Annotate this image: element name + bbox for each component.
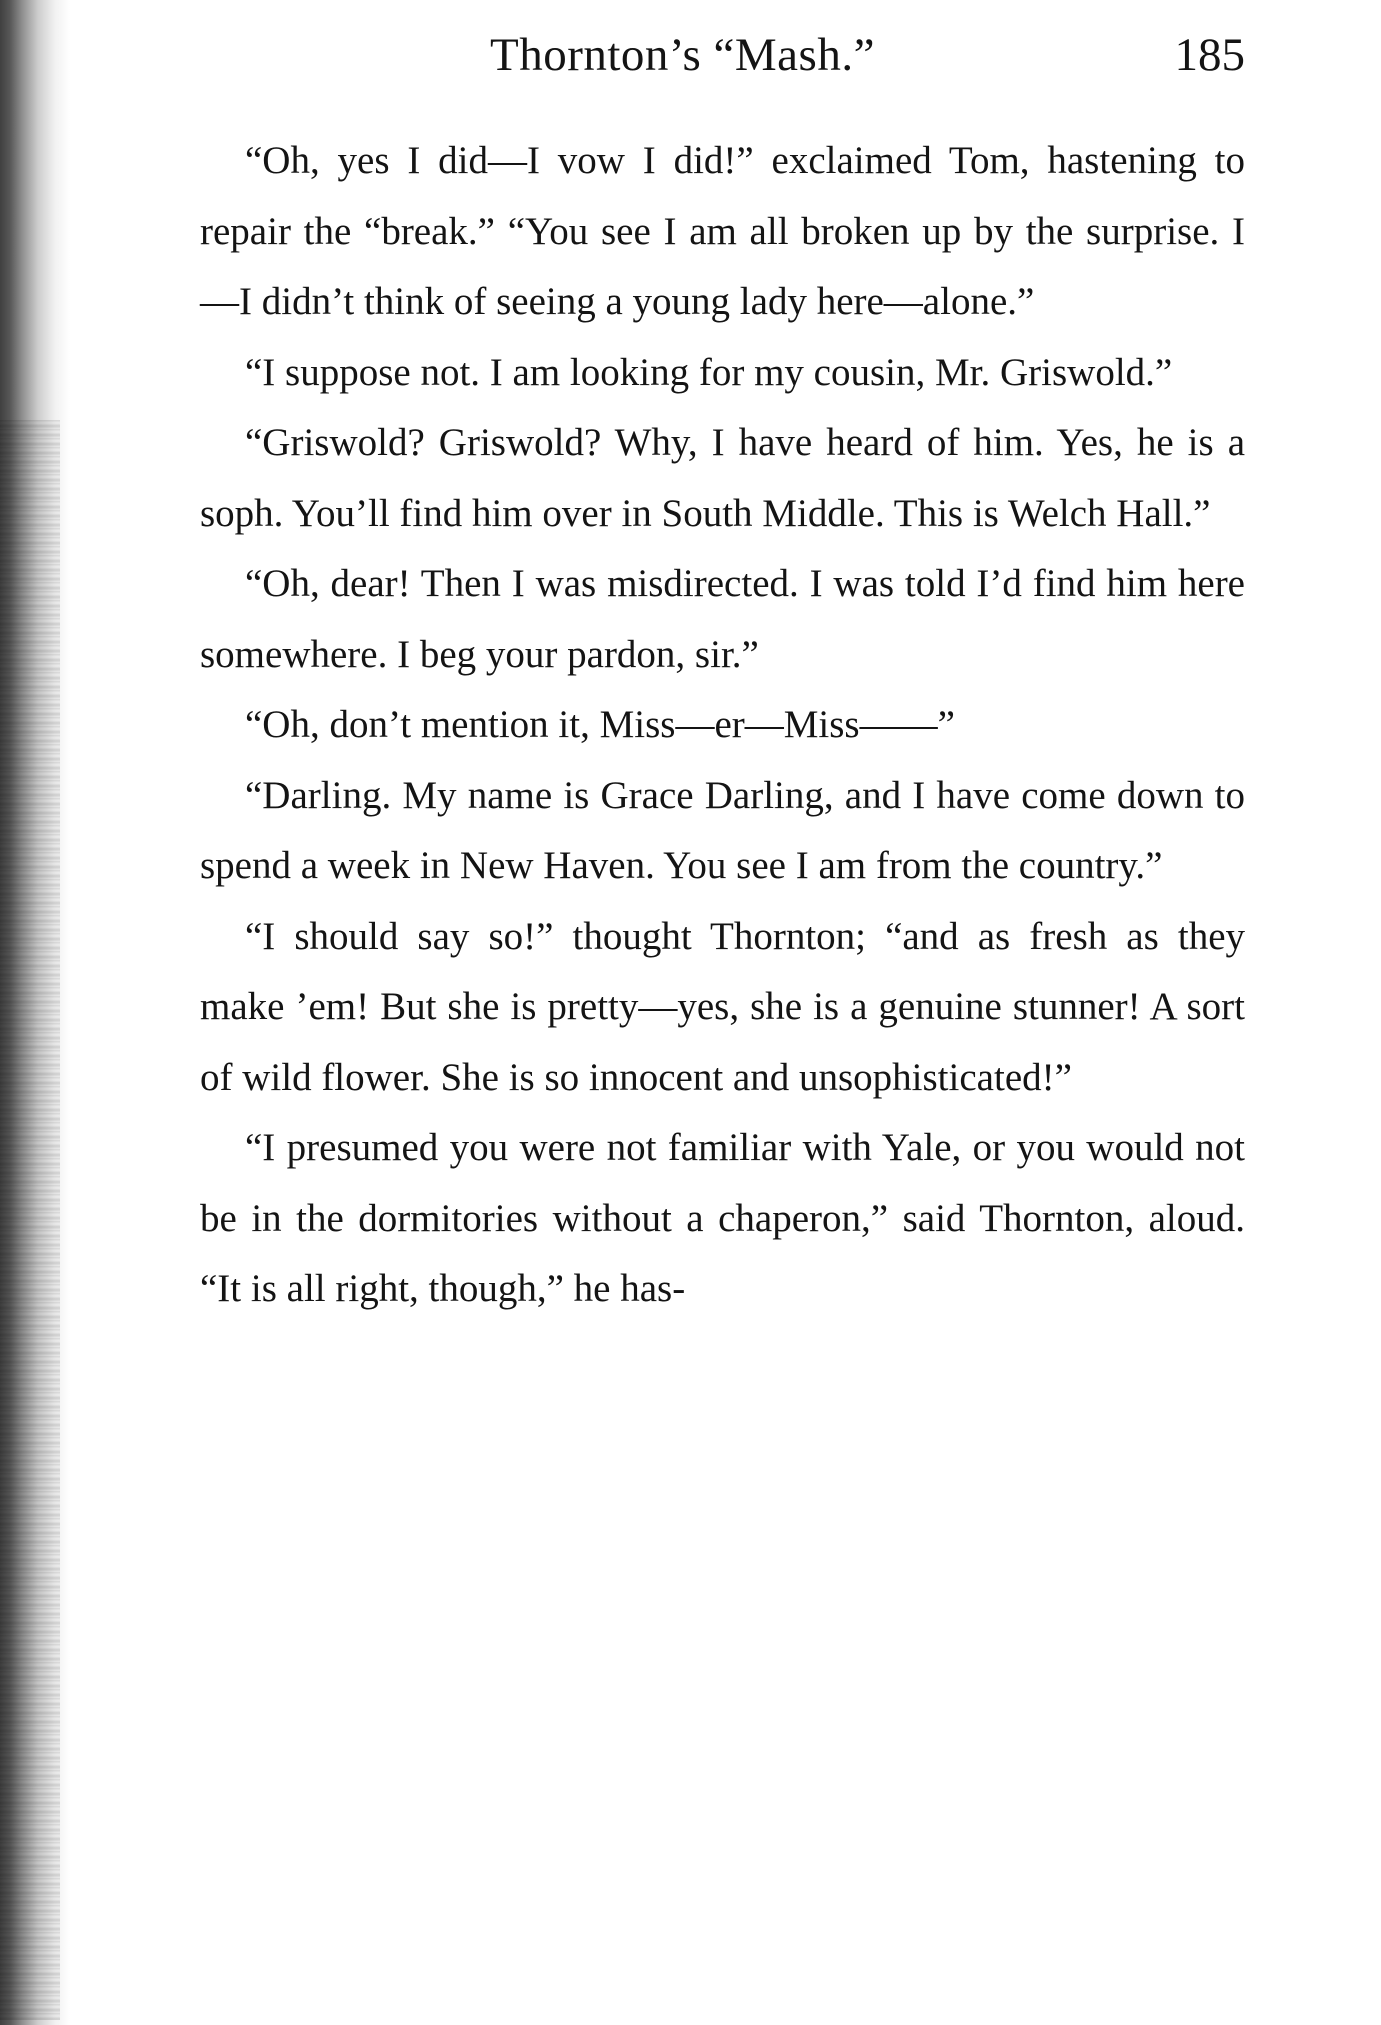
paragraph: “Darling. My name is Grace Darling, and I have come down to spend a week in New Haven. You see I am from the country.” — [200, 773, 1245, 887]
paragraph: “I suppose not. I am looking for my cousin, Mr. Griswold.” — [245, 350, 1173, 394]
paragraph: “I presumed you were not familiar with Yale, or you would not be in the dormitories without a chaperon,” said Thornton, aloud. “It is all right, though,” he has- — [200, 1126, 1245, 1310]
running-title: Thornton’s “Mash.” — [490, 29, 875, 81]
binding-scan-noise — [0, 420, 60, 2020]
paragraph: “Oh, don’t mention it, Miss—er—Miss——” — [245, 703, 955, 746]
body-text — [200, 126, 1245, 1325]
paragraph: “I should say so!” thought Thornton; “and as fresh as they make ’em! But she is pretty—yes, she is a genuine stunner! A sort of wild flower. She is so innocent and unsophisticated!” — [200, 914, 1245, 1099]
paragraph: “Oh, dear! Then I was misdirected. I was told I’d find him here somewhere. I beg your pardon, sir.” — [200, 562, 1245, 676]
page-number: 185 — [1174, 29, 1245, 81]
page-header — [200, 28, 1245, 98]
paragraph: “Oh, yes I did—I vow I did!” exclaimed Tom, hastening to repair the “break.” “You see I am all broken up by the surprise. I—I didn’t think of seeing a young lady here—alone.” — [200, 139, 1245, 323]
paragraph: “Griswold? Griswold? Why, I have heard of him. Yes, he is a soph. You’ll find him over in South Middle. This is Welch Hall.” — [200, 421, 1245, 535]
